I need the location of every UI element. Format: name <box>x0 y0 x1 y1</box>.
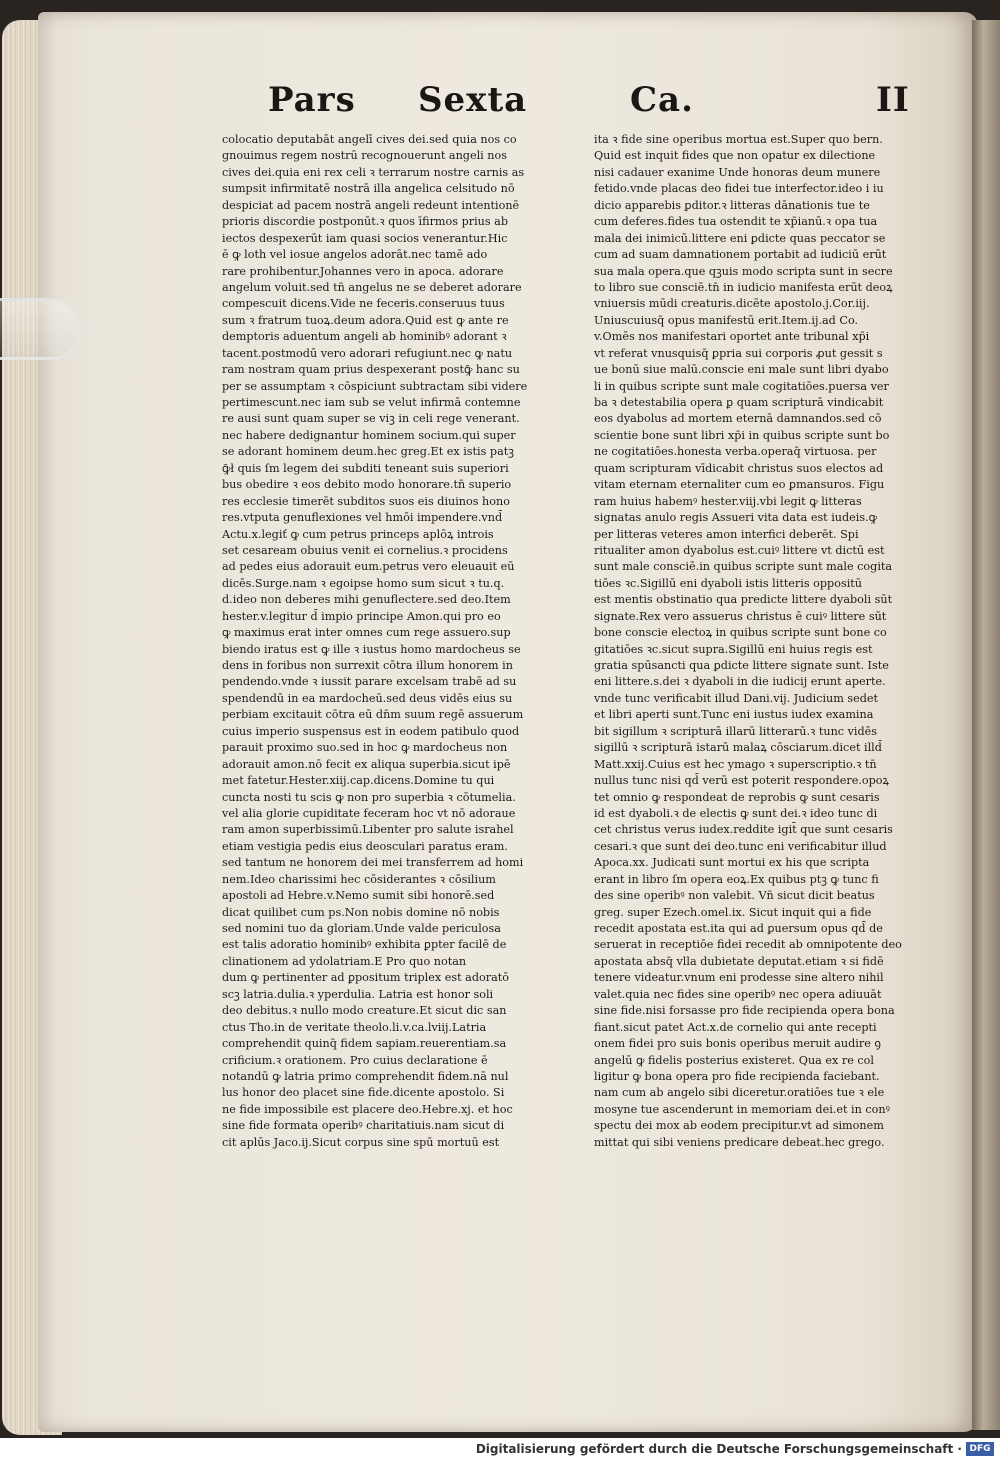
text-line: cet christus verus iudex.reddite igit̄ que sunt cesaris <box>594 823 893 837</box>
text-line: cuncta nosti tu scis ꝙ non pro superbia ꝛ cōtumelia. <box>222 790 516 804</box>
text-line: gratia spūsancti qua ꝑdicte littere signate sunt. Iste <box>594 659 889 672</box>
header-pars: Pars <box>268 80 356 120</box>
text-line: pendendo.vnde ꝛ iussit parare excelsam trabē ad su <box>222 675 517 689</box>
text-line: cuius imperio suspensus est in eodem patibulo quod <box>222 724 520 738</box>
text-line: sine fide.nisi forsasse pro fide recipienda opera bona <box>594 1004 895 1018</box>
text-line: bit sigillum ꝛ scripturā illarū litterarū.ꝛ tunc vidēs <box>594 724 878 738</box>
text-line: signate.Rex vero assuerus christus ē cuiꝰ littere sūt <box>594 609 887 623</box>
text-line: mosyne tue ascenderunt in memoriam dei.et in conꝰ <box>594 1102 890 1116</box>
text-line: angelū ꝙ fidelis posterius existeret. Qua ex re col <box>594 1053 874 1067</box>
text-line: sed tantum ne honorem dei mei transferrem ad homi <box>222 856 524 870</box>
text-line: ē ꝙ loth vel iosue angelos adorāt.nec tamē ado <box>222 248 488 262</box>
text-line: per se assumptam ꝛ cōspiciunt subtractam sibi videre <box>222 379 528 393</box>
text-line: re ausi sunt quam super se viꝫ in celi rege venerant. <box>222 412 520 426</box>
text-line: fetido.vnde placas deo fidei tue interfector.ideo i iu <box>594 182 884 196</box>
text-line: sua mala opera.que qꝫuis modo scripta sunt in secre <box>594 264 893 278</box>
text-line: ne fide impossibile est placere deo.Hebre.xj. et hoc <box>222 1102 513 1116</box>
text-line: dum ꝙ pertinenter ad ꝑpositum triplex est adoratō <box>222 971 509 985</box>
text-line: despiciat ad pacem nostrā angeli redeunt intentionē <box>222 198 520 212</box>
text-line: ram huius habemꝰ hester.viij.vbi legit ꝙ litteras <box>594 494 862 508</box>
text-line: notandū ꝙ latria primo comprehendit fidem.nā nul <box>222 1069 509 1083</box>
text-line: apostata absq̄ vlla dubietate deputat.etiam ꝛ si fidē <box>594 954 884 968</box>
text-line: ba ꝛ detestabilia opera ꝑ quam scripturā vindicabit <box>594 396 884 409</box>
text-line: tacent.postmodū vero adorari refugiunt.nec ꝙ natu <box>222 346 513 360</box>
text-line: d.ideo non deberes mihi genuflectere.sed deo.Item <box>222 593 511 607</box>
text-line: ligitur ꝙ bona opera pro fide recipienda faciebant. <box>594 1069 880 1083</box>
text-line: clinationem ad ydolatriam.E Pro quo notan <box>222 954 467 968</box>
footer-bar <box>0 1438 1000 1461</box>
text-line: adorauit amon.nō fecit ex aliqua superbia.sicut ipē <box>222 757 511 771</box>
text-line: set cesaream obuius venit ei cornelius.ꝛ procidens <box>222 543 508 557</box>
text-line: signatas anulo regis Assueri vita data est iudeis.ꝙ <box>594 511 878 525</box>
text-line: to libro sue consciē.tn̄ in iudicio manifesta erūt deoꝝ <box>594 280 893 294</box>
text-line: perbiam excitauit cōtra eū dn̄m suum regē assuerum <box>222 708 524 722</box>
text-line: cit aplūs Jaco.ij.Sicut corpus sine spū mortuū est <box>222 1135 500 1149</box>
text-line: bus obedire ꝛ eos debito modo honorare.tn̄ superio <box>222 478 512 492</box>
text-line: cum ad suam damnationem portabit ad iudiciū erūt <box>594 248 887 262</box>
text-line: gitatiōes ꝛc.sicut supra.Sigillū eni huius regis est <box>594 642 873 656</box>
text-line: dens in foribus non surrexit cōtra illum honorem in <box>222 659 513 672</box>
text-line: eni littere.s.dei ꝛ dyaboli in die iudicij erunt aperte. <box>594 675 886 689</box>
text-line: hester.v.legitur d̄ impio principe Amon.qui pro eo <box>222 609 501 623</box>
text-line: dicat quilibet cum ps.Non nobis domine nō nobis <box>222 905 500 919</box>
text-line: comprehendit quinq̄ fidem sapiam.reuerentiam.sa <box>222 1037 507 1051</box>
text-line: per litteras veteres amon interfici deberēt. Spi <box>594 527 859 541</box>
text-line: ꝙ̄ł quis ſm legem dei subditi teneant suis superiori <box>222 461 509 475</box>
text-line: sigillū ꝛ scripturā istarū malaꝝ cōsciarum.dicet illd̄ <box>594 741 882 755</box>
text-line: ram amon superbissimū.Libenter pro salute israhel <box>222 823 514 837</box>
text-line: Actu.x.legiť ꝙ cum petrus princeps aplōꝝ introis <box>222 527 494 541</box>
text-line: quam scripturam vīdicabit christus suos electos ad <box>594 461 884 475</box>
text-line: ue bonū siue malū.conscie eni male sunt libri dyabo <box>594 363 889 377</box>
text-line: et libri aperti sunt.Tunc eni iustus iudex examina <box>594 708 874 722</box>
text-line: sum ꝛ fratrum tuoꝝ.deum adora.Quid est ꝙ ante re <box>222 313 509 327</box>
text-line: valet.quia nec fides sine operibꝰ nec opera adiuuāt <box>594 987 882 1001</box>
text-line: vniuersis mūdi creaturis.dicēte apostolo.j.Cor.iij. <box>594 297 870 311</box>
text-line: ritualiter amon dyabolus est.cuiꝰ littere vt dictū est <box>594 543 885 557</box>
text-line: ita ꝛ fide sine operibus mortua est.Super quo bern. <box>594 133 883 146</box>
text-column-left <box>222 132 584 1151</box>
text-line: nisi cadauer exanime Unde honoras deum munere <box>594 165 881 179</box>
text-line: est talis adoratio hominibꝰ exhibita ꝑpter facilē de <box>222 938 507 952</box>
text-line: mittat qui sibi veniens predicare debeat.hec grego. <box>594 1135 885 1149</box>
text-line: angelum voluit.sed tn̄ angelus ne se deberet adorare <box>222 280 522 294</box>
text-line: spendendū in ea mardocheū.sed deus vidēs eius su <box>222 691 513 705</box>
text-line: eos dyabolus ad mortem eternā damnandos.sed cō <box>594 412 882 426</box>
text-line: vt referat vnusquisq̄ ꝑpria sui corporis ꝓut gessit s <box>594 346 883 360</box>
header-chapter-number: II <box>876 80 910 120</box>
transparent-clip <box>0 298 81 360</box>
text-line: sumpsit infirmitatē nostrā illa angelica celsitudo nō <box>222 182 515 196</box>
text-line: tet omnio ꝙ respondeat de reprobis ꝙ sunt cesaris <box>594 790 880 804</box>
text-line: apostoli ad Hebre.v.Nemo sumit sibi honorē.sed <box>222 889 495 903</box>
text-line: colocatio deputabāt angelī cives dei.sed quia nos co <box>222 133 517 146</box>
text-line: recedit apostata est.ita qui ad ꝑuersum opus qd̄ de <box>594 922 883 935</box>
text-column-right <box>594 132 940 1151</box>
text-line: deo debitus.ꝛ nullo modo creature.Et sicut dic san <box>222 1004 507 1018</box>
header-chapter-abbrev: Ca. <box>630 80 694 120</box>
text-line: onem fidei pro suis bonis operibus meruit audire ꝯ <box>594 1037 881 1051</box>
text-line: rare prohibentur.Johannes vero in apoca. adorare <box>222 264 504 278</box>
text-line: sunt male consciē.in quibus scripte sunt male cogita <box>594 560 893 574</box>
text-line: dicio apparebis ꝑditor.ꝛ litteras dānationis tue te <box>594 198 870 212</box>
text-line: cum deferes.fides tua ostendit te xp̄ianū.ꝛ opa tua <box>594 215 878 229</box>
text-line: parauit proximo suo.sed in hoc ꝙ mardocheus non <box>222 741 508 755</box>
text-line: mala dei inimicū.littere eni ꝑdicte quas peccator se <box>594 231 886 245</box>
dfg-logo: DFG <box>966 1442 994 1456</box>
text-line: Uniuscuiusq̄ opus manifestū erit.Item.ij.ad Co. <box>594 313 859 327</box>
text-line: se adorant hominem deum.hec greg.Et ex istis patꝫ <box>222 445 514 459</box>
text-line: iectos despexerūt iam quasi socios venerantur.Hic <box>222 231 508 245</box>
text-line: Quid est inquit fides que non opatur ex dilectione <box>594 149 876 163</box>
text-line: fiant.sicut patet Act.x.de cornelio qui ante recepti <box>594 1020 877 1034</box>
text-line: cesari.ꝛ que sunt dei deo.tunc eni verificabitur illud <box>594 839 887 853</box>
text-line: ne cogitatiōes.honesta verba.operaq̄ virtuosa. per <box>594 445 877 459</box>
header-sexta: Sexta <box>418 80 528 120</box>
text-line: vnde tunc verificabit illud Dani.vij. Judicium sedet <box>594 691 879 705</box>
text-line: demptoris aduentum angeli ab hominibꝰ adorant ꝛ <box>222 330 507 344</box>
text-line: vel alia glorie cupiditate feceram hoc vt nō adoraue <box>222 806 516 820</box>
text-line: ꝙ maximus erat inter omnes cum rege assuero.sup <box>222 626 511 640</box>
text-line: cives dei.quia eni rex celi ꝛ terrarum nostre carnis as <box>222 165 525 179</box>
text-line: id est dyaboli.ꝛ de electis ꝙ sunt dei.ꝛ ideo tunc di <box>594 806 878 820</box>
text-line: etiam vestigia pedis eius deosculari paratus eram. <box>222 839 508 853</box>
text-line: met fatetur.Hester.xiij.cap.dicens.Domine tu qui <box>222 774 495 788</box>
text-line: ctus Tho.in de veritate theolo.li.v.ca.lviij.Latria <box>222 1020 487 1034</box>
text-line: ram nostram quam prius despexerant postꝙ̄ hanc su <box>222 363 520 377</box>
text-line: Apoca.xx. Judicati sunt mortui ex his que scripta <box>594 856 870 870</box>
text-line: pertimescunt.nec iam sub se velut infirmā contemne <box>222 396 521 409</box>
text-line: res.vtputa genuflexiones vel hmōi impendere.vnd̄ <box>222 511 503 525</box>
text-line: Matt.xxij.Cuius est hec ymago ꝛ superscriptio.ꝛ tn̄ <box>594 757 877 771</box>
text-line: erant in libro ſm opera eoꝝ.Ex quibus ptꝫ ꝙ tunc fi <box>594 872 879 886</box>
text-line: crificium.ꝛ orationem. Pro cuius declaratione ē <box>222 1053 488 1067</box>
text-line: res ecclesie timerēt subditos suos eis diuinos hono <box>222 494 510 508</box>
text-line: scꝫ latria.dulia.ꝛ yperdulia. Latria est honor soli <box>222 987 494 1001</box>
text-line: sine fide formata operibꝰ charitatiuis.nam sicut di <box>222 1119 505 1133</box>
text-line: sed nomini tuo da gloriam.Unde valde periculosa <box>222 922 501 935</box>
text-line: nullus tunc nisi qd̄ verū est poterit respondere.opoꝝ <box>594 774 890 788</box>
text-line: tenere videatur.vnum eni prodesse sine altero nihil <box>594 971 884 985</box>
text-line: greg. super Ezech.omel.ix. Sicut inquit qui a fide <box>594 905 872 919</box>
text-line: nec habere dedignantur hominem socium.qui super <box>222 428 516 442</box>
text-line: gnouimus regem nostrū recognouerunt angeli nos <box>222 149 507 163</box>
text-line: v.Omēs nos manifestari oportet ante tribunal xp̄i <box>594 330 870 344</box>
text-line: spectu dei mox ab eodem precipitur.vt ad simonem <box>594 1119 884 1133</box>
text-line: est mentis obstinatio qua predicte littere dyaboli sūt <box>594 593 893 607</box>
text-line: nem.Ideo charissimi hec cōsiderantes ꝛ cōsilium <box>222 872 496 886</box>
text-line: bone conscie electoꝝ in quibus scripte sunt bone co <box>594 626 887 640</box>
text-line: lus honor deo placet sine fide.dicente apostolo. Si <box>222 1086 505 1100</box>
text-line: ad pedes eius adorauit eum.petrus vero eleuauit eū <box>222 560 515 574</box>
text-line: biendo iratus est ꝙ ille ꝛ iustus homo mardocheus se <box>222 642 521 656</box>
book-gutter <box>972 20 1000 1430</box>
text-line: li in quibus scripte sunt male cogitatiōes.puersa ver <box>594 379 889 393</box>
text-line: compescuit dicens.Vide ne feceris.conseruus tuus <box>222 297 505 311</box>
text-line: seruerat in receptiōe fidei recedit ab omnipotente deo <box>594 938 902 952</box>
text-line: scientie bone sunt libri xp̄i in quibus scripte sunt bo <box>594 428 890 442</box>
text-line: vitam eternam eternaliter cum eo ꝑmansuros. Figu <box>594 478 885 492</box>
text-line: des sine operibꝰ non valebit. Vn̄ sicut dicit beatus <box>594 889 875 903</box>
text-line: nam cum ab angelo sibi diceretur.oratiōes tue ꝛ ele <box>594 1086 885 1100</box>
text-line: tiōes ꝛc.Sigillū eni dyaboli istis litteris oppositū <box>594 576 862 590</box>
text-line: prioris discordie postponūt.ꝛ quos īfirmos prius ab <box>222 215 508 229</box>
text-line: dicēs.Surge.nam ꝛ egoipse homo sum sicut ꝛ tu.q. <box>222 576 505 590</box>
funding-credit: Digitalisierung gefördert durch die Deutsche Forschungsgemeinschaft · <box>475 1442 962 1456</box>
